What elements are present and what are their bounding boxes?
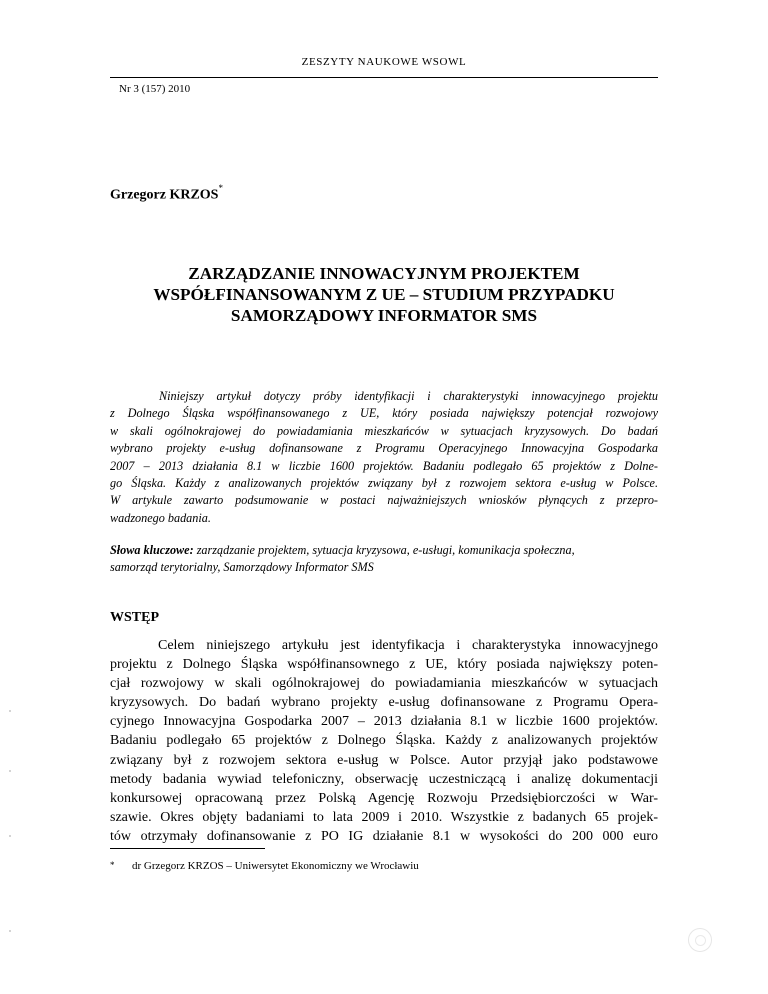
body-line: konkursowej opracowaną przez Polską Agencję Rozwoju Przedsiębiorczości w War- (110, 790, 658, 806)
abstract-line: Niniejszy artykuł dotyczy próby identyfikacji i charakterystyki innowacyjnego projektu (159, 389, 658, 403)
abstract-line: w skali ogólnokrajowej do powiadamiania mieszkańców w sytuacjach kryzysowych. Do badań (110, 423, 658, 438)
body-line: metody badania wywiad telefoniczny, obserwację uczestniczącą i analizę dokumentacji (110, 771, 658, 787)
title-line: SAMORZĄDOWY INFORMATOR SMS (230, 306, 538, 325)
journal-name: ZESZYTY NAUKOWE WSOWL (301, 56, 467, 68)
author-footnote-mark: * (218, 183, 223, 193)
scan-speck (9, 710, 11, 712)
issue-number: Nr 3 (157) 2010 (119, 83, 191, 95)
footnote-rule (110, 848, 265, 849)
keywords-text: zarządzanie projektem, sytuacja kryzysowa, e-usługi, komunikacja społeczna, (196, 543, 575, 557)
body-text (110, 636, 658, 846)
footnote-mark: * (110, 860, 115, 870)
abstract-line: go Śląska. Każdy z analizowanych projektów związany był z rozwojem sektora e-usług w Polsce. (110, 476, 658, 491)
abstract-line: 2007 – 2013 działania 8.1 w liczbie 1600 projektów. Badaniu podlegało 65 projektów z Dolne- (110, 458, 658, 473)
abstract-line: W artykule zawarto podsumowanie w postaci najważniejszych wniosków płynących z przepro- (110, 493, 658, 508)
body-line: tów otrzymały dofinansowanie z PO IG działanie 8.1 w wysokości do 200 000 euro (110, 828, 658, 844)
title-line: WSPÓŁFINANSOWANYM Z UE – STUDIUM PRZYPADKU (153, 285, 615, 304)
abstract (110, 388, 658, 527)
abstract-line: wadzonego badania. (110, 510, 211, 525)
scan-speck (9, 835, 11, 837)
body-line: cjał rozwojowy w skali ogólnokrajowej do powiadamiania mieszkańców w sytuacjach (110, 676, 658, 692)
footnote-text: dr Grzegorz KRZOS – Uniwersytet Ekonomiczny we Wrocławiu (132, 860, 419, 872)
footnote (110, 860, 419, 872)
body-line: szawie. Okres objęty badaniami to lata 2009 i 2010. Wszystkie z badanych 65 projek- (110, 809, 658, 825)
section-heading: WSTĘP (110, 610, 160, 625)
scan-speck (9, 770, 11, 772)
author-name-text: Grzegorz KRZOS (110, 187, 219, 203)
body-line: Badaniu podlegało 65 projektów z Dolnego Śląska. Każdy z analizowanych projektów (110, 733, 658, 749)
body-line: Celem niniejszego artykułu jest identyfikacja i charakterystyka innowacyjnego (158, 638, 658, 653)
watermark-icon (688, 928, 712, 952)
body-line: kryzysowych. Do badań wybrano projekty e-usług dofinansowane z Programu Opera- (110, 695, 658, 711)
keywords (110, 542, 658, 577)
keywords-text: samorząd terytorialny, Samorządowy Informator SMS (110, 560, 374, 575)
abstract-line: wybrano projekty e-usług dofinansowane z Programu Operacyjnego Innowacyjna Gospodarka (110, 441, 658, 456)
body-line: związany był z rozwojem sektora e-usług w Polsce. Autor przyjął jako podstawowe (110, 752, 658, 768)
scan-speck (9, 930, 11, 932)
author-name (110, 185, 223, 204)
keywords-label: Słowa kluczowe: (110, 543, 194, 557)
title-line: ZARZĄDZANIE INNOWACYJNYM PROJEKTEM (188, 264, 580, 283)
header-rule (110, 77, 658, 78)
abstract-line: z Dolnego Śląska współfinansowanego z UE, który posiada największy potencjał rozwojowy (110, 406, 658, 421)
body-line: cyjnego Innowacyjna Gospodarka 2007 – 2013 działania 8.1 w liczbie 1600 projektów. (110, 714, 658, 730)
body-line: projektu z Dolnego Śląska współfinansownego z UE, który posiada największy poten- (110, 657, 658, 673)
paper-title (110, 263, 658, 326)
